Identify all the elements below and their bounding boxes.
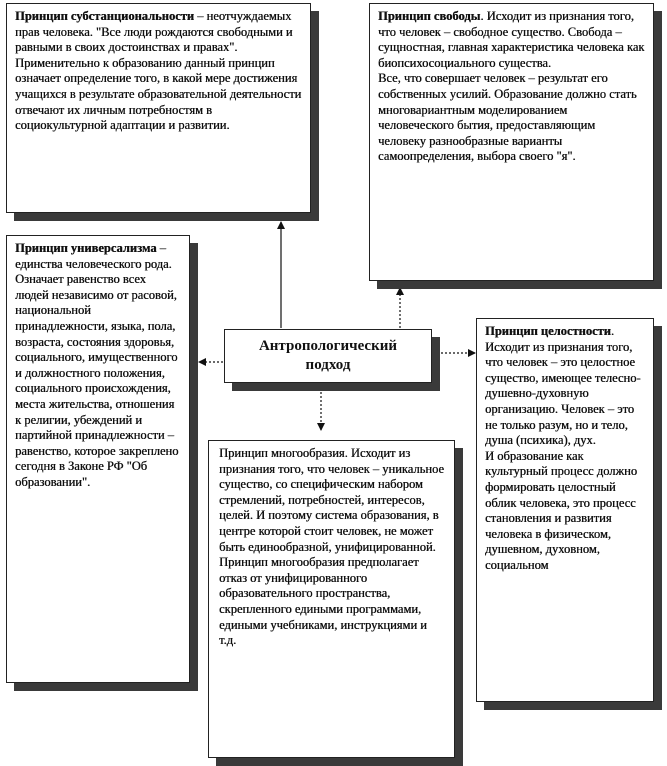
- substantiality-heading: Принцип субстанциональности: [15, 9, 195, 23]
- diversity-text: . Исходит из признания того, что человек – уникальное существо, со специфическим набором стремлений, потребностей, интересов, целей. И поэтому система образования, в центре которой стоит человек, не может быть единообразной, унифицированной. Принцип многообразия предполагает отказ от унифицированного образовательного пространства, скрепленного едиными программами, едиными учебниками, инструкциями и т.д.: [219, 446, 444, 648]
- principle-universalism-box: [6, 235, 190, 683]
- principle-diversity-box: [208, 440, 455, 758]
- principle-integrity-box: [476, 318, 654, 702]
- diversity-heading: Принцип многообразия: [219, 446, 345, 460]
- center-title-line1: Антропологический: [258, 338, 398, 354]
- freedom-text: . Исходит из признания того, что человек – свободное существо. Свобода – сущностная, главная характеристика человека как биопсихосоциального существа. Все, что совершает человек – результат его собственных усилий. Образование должно стать многовариантным моделированием человеческого бытия, предоставляющим человеку разнообразные варианты самоопределения, выбора своего "я".: [378, 9, 645, 164]
- universalism-text: – единства человеческого рода. Означает равенство всех людей независимо от расовой, национальной принадлежности, языка, пола, возраста, состояния здоровья, социального, имущественного и должностного положения, социального происхождения, места жительства, отношения к религии, убеждений и партийной принадлежности – равенство, которое закреплено сегодня в Законе РФ "Об образовании".: [15, 241, 179, 489]
- integrity-heading: Принцип целостности: [485, 324, 611, 338]
- integrity-text: . Исходит из признания того, что человек – это целостное существо, имеющее телесно-душевно-духовную организацию. Человек – это не только разум, но и тело, душа (психика), дух. И образование как культурный процесс должно формировать целостный облик человека, это процесс становления и развития человека в физическом, душевном, духовном, социальном: [485, 324, 641, 572]
- principle-freedom-box: [369, 3, 654, 281]
- principle-substantiality-box: [6, 3, 311, 213]
- anthropological-approach-box: [224, 329, 432, 383]
- universalism-heading: Принцип универсализма: [15, 241, 157, 255]
- substantiality-text: – неотчуждаемых прав человека. "Все люди рождаются свободными и равными в своих достоинствах и правах". Применительно к образованию данный принцип означает определение того, в какой мере достижения учащихся в результате образовательной деятельности отвечают их личным потребностям в социокультурной адаптации и развитии.: [15, 9, 302, 133]
- freedom-heading: Принцип свободы: [378, 9, 481, 23]
- center-title-line2: подход: [305, 357, 351, 373]
